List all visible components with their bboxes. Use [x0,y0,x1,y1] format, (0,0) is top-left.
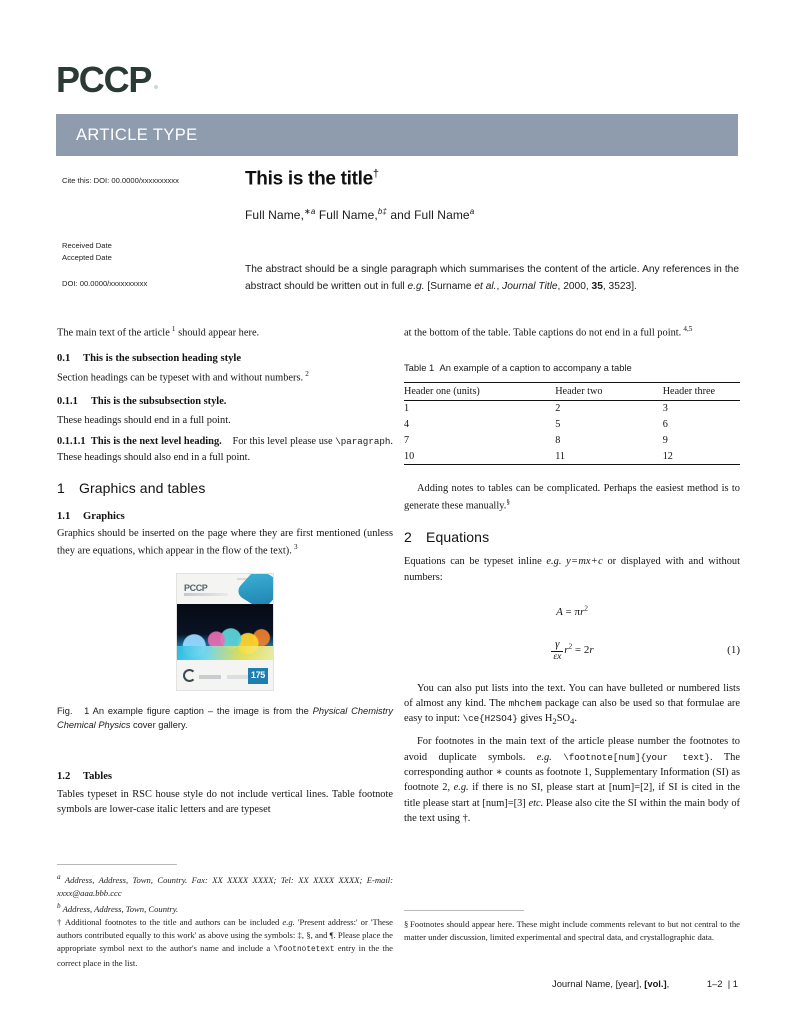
equation-numbered-1 [404,638,740,663]
table-header-row [404,382,740,400]
paragraph-0-1-body: Section headings can be typeset with and without numbers. $^2$ [57,369,309,383]
table-row [404,400,740,416]
footnote-address-a: $^a$ Address, Address, Town, Country. Fax: XX XXXX XXXX; Tel: XX XXXX XXXX; E-mail: xxxx@aaa.bbb.ccc [57,873,393,898]
footnote-rule-left [57,864,177,865]
cite-this-line: Cite this: DOI: 00.0000/xxxxxxxxxx [62,176,179,185]
citation-rail [62,175,232,288]
data-table [404,382,740,466]
footer-page-range: 1–2 [706,978,723,989]
table-cell: 1 [404,403,410,415]
pccp-logo: PCCP [56,59,152,100]
figure-caption-b: cover gallery. [130,719,188,730]
heading-0-1-1-1-number: 0.1.1.1 [57,436,86,448]
footer-journal-line [552,978,669,989]
cover-artwork [177,604,273,662]
cover-rsc-wordmark [199,675,221,679]
equation-1-expression: $A = \pi r^2$ [556,604,588,618]
article-type-banner [56,114,738,156]
paragraph-0-1-1-1-text-a: For this level please use [232,436,336,448]
equation-2-number: (1) [727,644,740,657]
dates-block [62,240,112,264]
footnote-dagger: † Additional footnotes to the title and authors can be included e.g. 'Present address:' or 'These authors contributed equally to this work' as above using the symbols: ‡, §, and ¶. Please place the appropriate symbol next to the author's name and include a \footnotetext entry in the the correct place in the list. [57,917,393,968]
received-date: Received Date [62,241,112,250]
figure-caption-journal: Physical Chemistry Chemical Physics [57,705,393,730]
figure-1 [57,573,393,733]
table-cell: 10 [404,448,555,464]
table-cell: 6 [662,419,668,431]
footer-page-number: 1 [732,978,738,989]
heading-1-2 [57,769,393,785]
heading-1-1-title: Graphics [83,510,125,522]
equation-2-expression: $\frac{\gamma}{\varepsilon x}$ $r^2 = 2r$ [553,638,594,662]
heading-1-2-title: Tables [83,770,113,782]
table-caption-label: Table 1 [404,361,435,373]
figure-label: Fig. [57,705,73,716]
footer-journal-name: Journal Name, [year], [552,978,645,989]
figure-caption-a: An example figure caption – the image is from the [92,705,313,716]
table-notes-paragraph: Adding notes to tables can be complicated. Perhaps the easiest method is to generate these manually.§ [404,483,740,512]
heading-0-1 [57,351,393,367]
table-cell: 2 [555,403,561,415]
heading-0-1-1 [57,394,393,409]
footnotes-right [404,918,740,945]
heading-section-1-number: 1 [57,479,65,496]
page-footer [404,978,738,989]
paragraph-0-1-1-body: These headings should end in a full point. [57,414,231,426]
author-2: Full Name, [318,208,378,222]
cover-grey-rule [227,675,249,679]
footnote-address-b: $^b$ Address, Address, Town, Country. [57,901,179,914]
footnote-rule-right [404,910,524,911]
equation-unnumbered [404,603,740,620]
footnotes-left [57,872,393,971]
table-header-cell-3: Header three [663,382,740,400]
figure-number: 1 [84,705,90,716]
doi-line: DOI: 00.0000/xxxxxxxxxx [62,279,148,288]
title-block [245,168,739,191]
table-row [404,448,740,464]
logo-dot-icon [154,85,158,89]
paragraph-command: \paragraph [335,436,391,448]
table-cell: 12 [663,448,740,464]
author-2-marks: b‡ [377,207,387,216]
table-cell: 7 [404,435,410,446]
heading-section-1 [57,478,393,499]
heading-section-2-title: Equations [426,528,490,545]
heading-1-2-number: 1.2 [57,770,71,782]
table-body [404,400,740,465]
right-column [404,324,740,833]
heading-section-2 [404,527,740,548]
table-cell: 4 [404,419,410,431]
article-type-label: ARTICLE TYPE [76,125,198,144]
figure-1-caption [57,705,393,733]
heading-section-1-title: Graphics and tables [79,479,206,496]
title-dagger-marker: † [372,168,379,180]
table-header-cell-2: Header two [555,382,663,400]
footer-volume: [vol.] [644,978,667,989]
table-row [404,433,740,449]
author-3-marks: a [469,207,475,216]
journal-cover-image [176,573,274,691]
footnote-section: § Footnotes should appear here. These might include comments relevant to but not central to the matter under discussion, limited experimental and spectral data, and crystallographic data. [404,919,740,942]
paragraph-1-1-body: Graphics should be inserted on the page where they are first mentioned (unless they are equations, which appear in the flow of the text). $^3$ [57,528,393,557]
table-cell: 8 [555,435,561,446]
paragraph-0-1-1-1 [57,434,393,465]
heading-0-1-1-number: 0.1.1 [57,396,78,408]
table-caption-text: An example of a caption to accompany a table [439,361,632,373]
heading-0-1-1-1-title: This is the next level heading. [90,436,222,448]
equation-2-numerator: γ [551,638,563,652]
author-1-marks: ∗a [304,207,316,216]
masthead [56,60,738,106]
table-row [404,417,740,433]
rsc-logo-icon [183,669,196,682]
table-cell: 3 [662,403,668,415]
paragraph-0-1-1-1-text-b: . These headings should also end in a full point. [57,436,393,463]
heading-section-2-number: 2 [404,528,412,545]
accepted-date: Accepted Date [62,252,112,262]
heading-0-1-title: This is the subsection heading style [83,352,242,364]
footnote-guidance-paragraph: For footnotes in the main text of the article please number the footnotes to avoid duplicate symbols. e.g. \footnote[num]{your text}. The corresponding author ∗ counts as footnote 1, Supplementary Information (SI) as footnote 2, e.g. if there is no SI, please start at [num]=[2], if SI is cited in the title please start at [num]=[3] etc. Please also cite the SI within the main body of the text using †. [404,736,740,825]
author-list [245,207,739,222]
table-1-caption [404,361,740,375]
left-column [57,324,393,823]
abstract-text: The abstract should be a single paragraph which summarises the content of the article. Any references in the abstract should be written out in full e.g. [Surname et al., Journal Title, 2000, 35, 3523]. [245,264,739,292]
page-title [245,168,739,191]
heading-0-1-number: 0.1 [57,352,71,364]
footer-pagination [707,978,738,989]
cover-anniversary-badge: 175 [248,668,268,683]
equation-2-fraction [551,638,563,663]
title-text: This is the title [245,168,373,190]
cover-pccp-logo: PCCP [184,582,208,593]
footer-separator: | [727,978,731,989]
author-3: and Full Name [390,208,470,222]
heading-0-1-1-title: This is the subsubsection style. [91,396,227,408]
heading-1-1 [57,509,393,525]
paragraph-1-2-body: Tables typeset in RSC house style do not include vertical lines. Table footnote symbols are lower-case italic letters and are typeset [57,788,393,815]
table-header [404,382,740,400]
table-continuation-paragraph: at the bottom of the table. Table captions do not end in a full point. $^{4,5}$ [404,325,693,339]
table-header-cell-1: Header one (units) [404,382,555,400]
table-cell: 5 [555,419,561,431]
heading-1-1-number: 1.1 [57,510,71,522]
table-cell: 9 [662,435,668,446]
equation-2-denominator: εx [553,651,562,662]
author-1: Full Name, [245,208,305,222]
equations-intro-paragraph: Equations can be typeset inline e.g. y = mx + c or displayed with and without numbers: [404,556,740,583]
footer-comma: , [666,978,670,989]
lists-paragraph: You can also put lists into the text. You can have bulleted or numbered lists of almost any kind. The mhchem package can also be used so that formulae are easy to input: \ce{H2SO4} gives $H_2SO_4$. [404,682,740,727]
table-cell: 11 [555,448,663,464]
intro-paragraph: The main text of the article $^1$ should appear here. [57,325,260,339]
cover-subtitle-rule [184,593,228,596]
